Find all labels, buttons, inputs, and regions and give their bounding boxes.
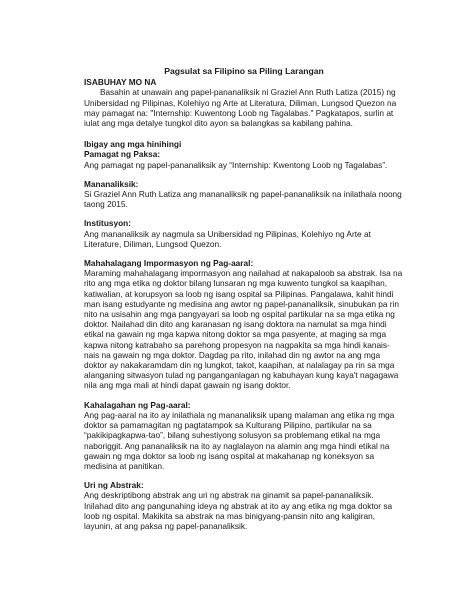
section-institution-heading: Institusyon: (84, 218, 132, 229)
document-page (84, 66, 404, 531)
instructions-heading: Ibigay ang mga hinihingi (84, 139, 182, 150)
section-significance-body: Ang pag-aaral na ito ay inilathala ng mananaliksik upang malaman ang etika ng mga doktor sa pamamagitan ng pagtatampok sa Kulturang Pilipino, partikular na sa “pakikipagkapwa-tao”, bilang suhestiyong solusyon sa problemang etikal na mga naboriggit. Ang pananaliksik na ito ay naglalayon na alamin ang mga hindi etikal na gawain ng mga doktor sa loob ng isang ospital at makahanap ng koneksyon sa medisina at panitikan. (84, 409, 395, 471)
section-significance-heading: Kahalagahan ng Pag-aaral: (84, 399, 191, 410)
document-title: Pagsulat sa Filipino sa Piling Larangan (164, 66, 324, 76)
exercise-heading: ISABUHAY MO NA (84, 77, 157, 88)
section-institution-body: Ang mananaliksik ay nagmula sa Unibersidad ng Pilipinas, Kolehiyo ng Arte at Literature, Diliman, Lungsod Quezon. (84, 228, 371, 249)
section-researcher-body: Si Graziel Ann Ruth Latiza ang mananaliksik ng papel-pananaliksik na inilathala noong taong 2015. (84, 189, 402, 210)
section-title-heading: Pamagat ng Paksa: (84, 149, 161, 160)
section-abstract-type-heading: Uri ng Abstrak: (84, 480, 144, 491)
section-abstract-type-body: Ang deskriptibong abstrak ang uri ng abstrak na ginamit sa papel-pananaliksik. Inilahad dito ang pangunahing ideya ng abstrak at ito ay ang etika ng mga doktor sa loob ng ospital. Makikita sa abstrak na mas binigyang-pansin nito ang kaligiran, layunin, at ang paksa ng papel-pananaliksik. (84, 490, 393, 531)
section-key-info-body: Maraming mahahalagang impormasyon ang nailahad at nakapaloob sa abstrak. Isa na rito ang mga etika ng doktor bilang lunsaran ng mga kuwento tungkol sa kaapihan, katiwalian, at korupsyon sa loob ng isang ospital sa Pilipinas. Pangalawa, kahit hindi man isang estudyante ng medisina ang awtor ng papel-pananaliksik, sinubukan pa rin nito na usisahin ang mga pangyayari sa loob ng ospital partikular na sa mga etika ng doktor. Nailahad din dito ang karanasan ng isang doktora na namulat sa mga hindi etikal na gawain ng mga kapwa nitong doktor sa mga pasyente, at maging sa mga kapwa nitong katrabaho sa parehong propesyon na nagpakita sa mga hindi kanais-nais na gawain ng mga doktor. Dagdag pa rito, inilahad din ng awtor na ang mga doktor ay nakakaramdam din ng lungkot, takot, kaapihan, at nalalagay pa rin sa mga alanganing sitwasyon tulad ng panganganlagan ng kabuhayan kung kaya't nagagawa nila ang mga mali at hindi dapat gawain ng isang doktor. (84, 268, 403, 391)
section-title-body: Ang pamagat ng papel-pananaliksik ay “Internship: Kwentong Loob ng Tagalabas”. (84, 159, 388, 170)
section-key-info-heading: Mahahalagang Impormasyon ng Pag-aaral: (84, 258, 254, 269)
section-researcher-heading: Mananaliksik: (84, 178, 139, 189)
intro-paragraph: Basahin at unawain ang papel-pananaliksik ni Graziel Ann Ruth Latiza (2015) ng Unibersidad ng Pilipinas, Kolehiyo ng Arte at Literatura, Diliman, Lungsod Quezon na may pamagat na: "Internship: Kuwentong Loob ng Tagalabas." Pagkatapos, surlin at iulat ang mga detalye tungkol dito ayon sa balangkas sa kabilang pahina. (84, 87, 397, 129)
